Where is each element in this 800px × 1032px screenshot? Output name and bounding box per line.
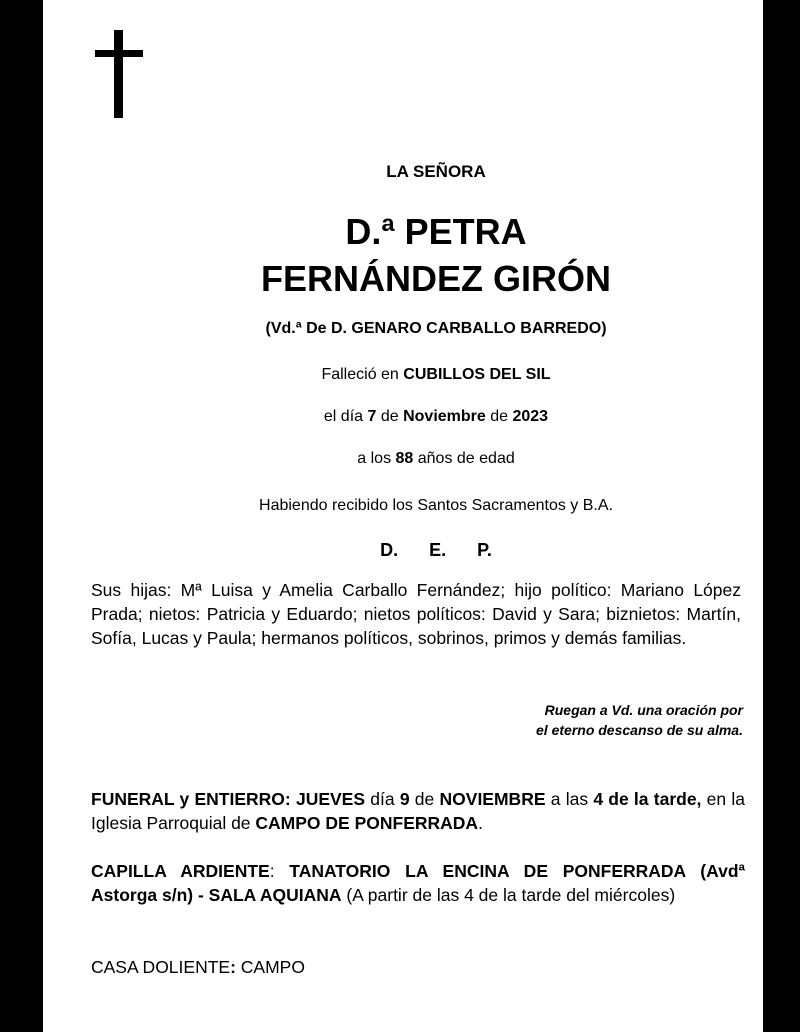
prayer-text: Ruegan a Vd. una oración por el eterno descanso de su alma. bbox=[536, 702, 743, 738]
death-place-name: CUBILLOS DEL SIL bbox=[403, 366, 551, 383]
death-place: Falleció en CUBILLOS DEL SIL bbox=[321, 366, 551, 383]
deceased-name bbox=[43, 208, 800, 302]
name-line-2: FERNÁNDEZ GIRÓN bbox=[261, 258, 611, 299]
widow-of: (Vd.ª De D. GENARO CARBALLO BARREDO) bbox=[265, 320, 607, 337]
name-line-1: D.ª PETRA bbox=[345, 211, 527, 252]
death-date: el día 7 de Noviembre de 2023 bbox=[323, 408, 549, 425]
obituary-page bbox=[43, 0, 763, 1032]
cross-icon bbox=[95, 30, 143, 118]
dep-text: D. E. P. bbox=[380, 540, 492, 560]
death-age: a los 88 años de edad bbox=[357, 450, 515, 467]
sacraments-text: Habiendo recibido los Santos Sacramentos y B.A. bbox=[259, 497, 613, 514]
family-text: Sus hijas: Mª Luisa y Amelia Carballo Fernández; hijo político: Mariano López Prada; nietos: Patricia y Eduardo; nietos políticos: David y Sara; biznietos: Martín, Sofía, Lucas y Paula; hermanos políticos, sobrinos, primos y demás familias. bbox=[91, 580, 741, 648]
home-info: CASA DOLIENTE: CAMPO bbox=[91, 957, 305, 977]
chapel-info: CAPILLA ARDIENTE: TANATORIO LA ENCINA DE PONFERRADA (Avdª Astorga s/n) - SALA AQUIANA (A partir de las 4 de la tarde del miércoles) bbox=[91, 861, 745, 905]
funeral-info: FUNERAL y ENTIERRO: JUEVES día 9 de NOVIEMBRE a las 4 de la tarde, en la Iglesia Parroquial de CAMPO DE PONFERRADA. bbox=[91, 789, 745, 833]
heading-label: LA SEÑORA bbox=[386, 162, 486, 181]
